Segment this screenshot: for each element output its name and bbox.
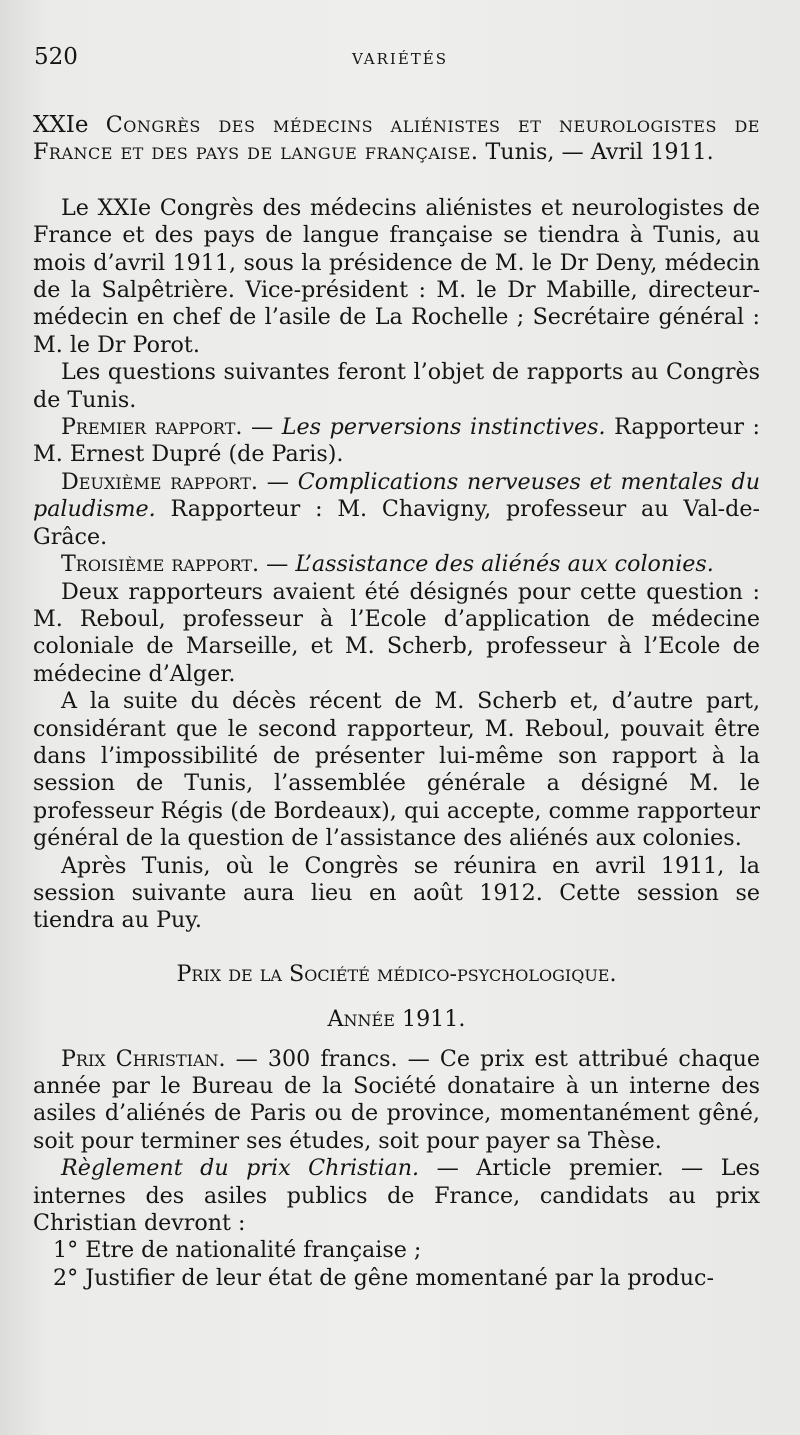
conditions-list: [33, 1237, 760, 1292]
report-2: [33, 469, 760, 551]
list-item: 2° Justifier de leur état de gêne momentané par la produc-: [53, 1264, 714, 1291]
congress-paragraph-1: Le XXIe Congrès des médecins aliénistes et neurologistes de France et des pays de langue française se tiendra à Tunis, au mois d’avril 1911, sous la présidence de M. le Dr Deny, médecin de la Salpêtrière. Vice-président : M. le Dr Mabille, directeur-médecin en chef de l’asile de La Rochelle ; Secrétaire général : M. le Dr Porot.: [33, 194, 760, 358]
congress-heading-prefix: XXIe: [33, 112, 106, 138]
reglement-text: — Article premier. — Les internes des asiles publics de France, candidats au prix Christian devront :: [33, 1155, 760, 1237]
list-item: 1° Etre de nationalité française ;: [53, 1237, 422, 1264]
report-2-rapporteur: Rapporteur : M. Chavigny, professeur au Val-de-Grâce.: [33, 496, 760, 550]
congress-heading: [33, 112, 760, 167]
report-2-title: Complications nerveuses et mentales du paludisme.: [33, 468, 761, 523]
page-number: 520: [34, 44, 78, 70]
report-2-label: Deuxième rapport.: [61, 468, 258, 495]
reglement: [33, 1155, 760, 1237]
report-3-title: L’assistance des aliénés aux colonies.: [295, 551, 714, 578]
report-1: [33, 414, 760, 469]
congress-paragraph-5: Après Tunis, où le Congrès se réunira en avril 1911, la session suivante aura lieu en août 1912. Cette session se tiendra au Puy.: [33, 852, 760, 934]
report-1-title: Les perversions instinctives.: [281, 414, 606, 441]
prize-year: Année 1911.: [327, 1006, 466, 1033]
prix-christian-label: Prix Christian.: [61, 1045, 226, 1072]
reglement-title: Règlement du prix Christian.: [61, 1155, 420, 1182]
document-body: [33, 112, 760, 1292]
report-1-dash: —: [242, 414, 282, 441]
prix-christian: [33, 1046, 760, 1156]
report-1-label: Premier rapport.: [61, 414, 243, 441]
report-3-label: Troisième rapport.: [61, 551, 260, 578]
congress-heading-title: Congrès des médecins aliénistes et neurologistes de France et des pays de langue française.: [33, 112, 760, 166]
report-2-dash: —: [257, 468, 298, 495]
report-1-rapporteur: Rapporteur : M. Ernest Dupré (de Paris).: [33, 414, 760, 468]
running-title: VARIÉTÉS: [351, 50, 449, 68]
running-head: [32, 44, 768, 74]
prize-heading: Prix de la Société médico-psychologique.: [176, 960, 617, 987]
report-3: [33, 551, 760, 578]
congress-paragraph-3: Deux rapporteurs avaient été désignés pour cette question : M. Reboul, professeur à l’Ecole d’application de médecine coloniale de Marseille, et M. Scherb, professeur à l’Ecole de médecine d’Alger.: [33, 578, 760, 687]
congress-paragraph-4: A la suite du décès récent de M. Scherb et, d’autre part, considérant que le second rapporteur, M. Reboul, pouvait être dans l’impossibilité de présenter lui-même son rapport à la session de Tunis, l’assemblée générale a désigné M. le professeur Régis (de Bordeaux), qui accepte, comme rapporteur général de la question de l’assistance des aliénés aux colonies.: [33, 688, 760, 852]
congress-heading-place: Tunis, — Avril 1911.: [478, 139, 714, 166]
prix-christian-text: — 300 francs. — Ce prix est attribué chaque année par le Bureau de la Société donataire à un interne des asiles d’aliénés de Paris ou de province, momentanément gêné, soit pour terminer ses études, soit pour payer sa Thèse.: [33, 1045, 760, 1154]
congress-paragraph-2: Les questions suivantes feront l’objet de rapports au Congrès de Tunis.: [33, 359, 760, 413]
report-3-dash: —: [259, 551, 296, 578]
